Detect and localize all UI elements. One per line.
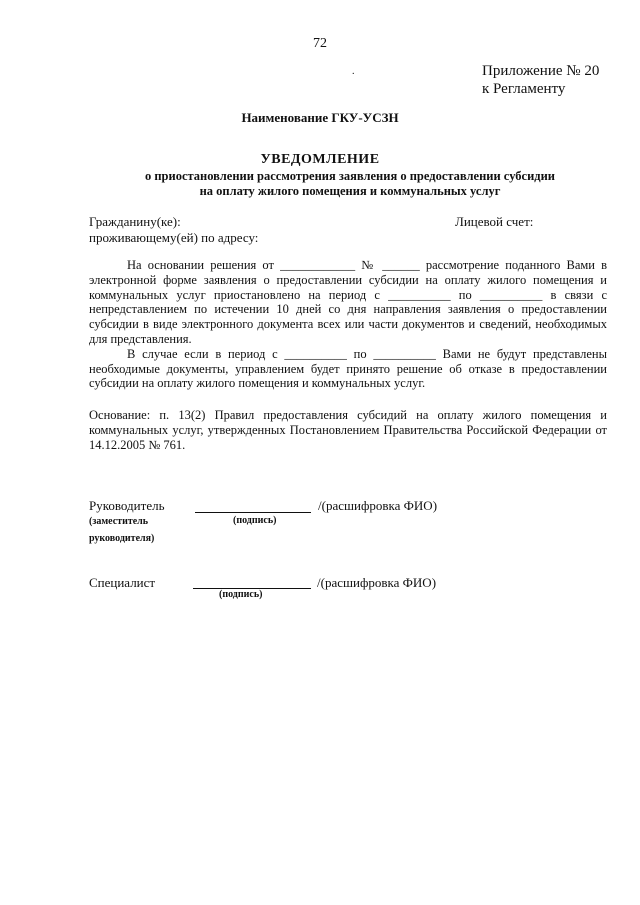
notice-body bbox=[89, 258, 607, 391]
page-number: 72 bbox=[313, 36, 327, 51]
signature-head-role: Руководитель bbox=[89, 498, 165, 513]
recipient-block bbox=[89, 214, 258, 246]
appendix-line-1: Приложение № 20 bbox=[482, 63, 600, 79]
role-sub-line-2: руководителя) bbox=[89, 533, 155, 544]
signature-specialist-role: Специалист bbox=[89, 575, 156, 590]
signature-head-line bbox=[195, 512, 311, 513]
legal-basis: Основание: п. 13(2) Правил предоставления субсидий на оплату жилого помещения и коммунальных услуг, утвержденных Постановлением Правительства Российской Федерации от 14.12.2005 № 761. bbox=[89, 408, 607, 452]
signature-head-role-sub bbox=[89, 513, 154, 547]
document-title: УВЕДОМЛЕНИЕ bbox=[260, 152, 380, 167]
paragraph-suspension: На основании решения от ____________ № ______ рассмотрение поданного Вами в электронной форме заявления о предоставлении субсидии на оплату жилого помещения и коммунальных услуг приостановлено на период с __________ по __________ в связи с непредставлением по истечении 10 дней со дня направления заявления о предоставлении субсидии в виде электронного документа всех или части документов и сведений, необходимых для представления. bbox=[89, 258, 607, 346]
organization-name: Наименование ГКУ-УСЗН bbox=[241, 110, 399, 125]
signature-head-caption: (подпись) bbox=[233, 515, 277, 526]
signature-specialist-decode: /(расшифровка ФИО) bbox=[317, 575, 437, 590]
signature-head-decode: /(расшифровка ФИО) bbox=[318, 498, 438, 513]
recipient-line-2: проживающему(ей) по адресу: bbox=[89, 230, 259, 245]
subtitle-line-2: на оплату жилого помещения и коммунальных услуг bbox=[199, 184, 501, 198]
signature-specialist-caption: (подпись) bbox=[219, 589, 263, 600]
role-sub-line-1: (заместитель bbox=[89, 516, 149, 527]
account-number-label: Лицевой счет: bbox=[455, 214, 534, 229]
appendix-line-2: к Регламенту bbox=[482, 81, 566, 97]
stray-dot: . bbox=[352, 66, 355, 77]
subtitle-line-1: о приостановлении рассмотрения заявления о предоставлении субсидии bbox=[144, 169, 556, 183]
appendix-reference bbox=[482, 62, 599, 98]
paragraph-refusal-warning: В случае если в период с __________ по __________ Вами не будут представлены необходимые документы, управлением будет принято решение об отказе в предоставлении субсидии на оплату жилого помещения и коммунальных услуг. bbox=[89, 346, 607, 391]
recipient-line-1: Гражданину(ке): bbox=[89, 214, 181, 229]
document-subtitle bbox=[60, 169, 640, 199]
